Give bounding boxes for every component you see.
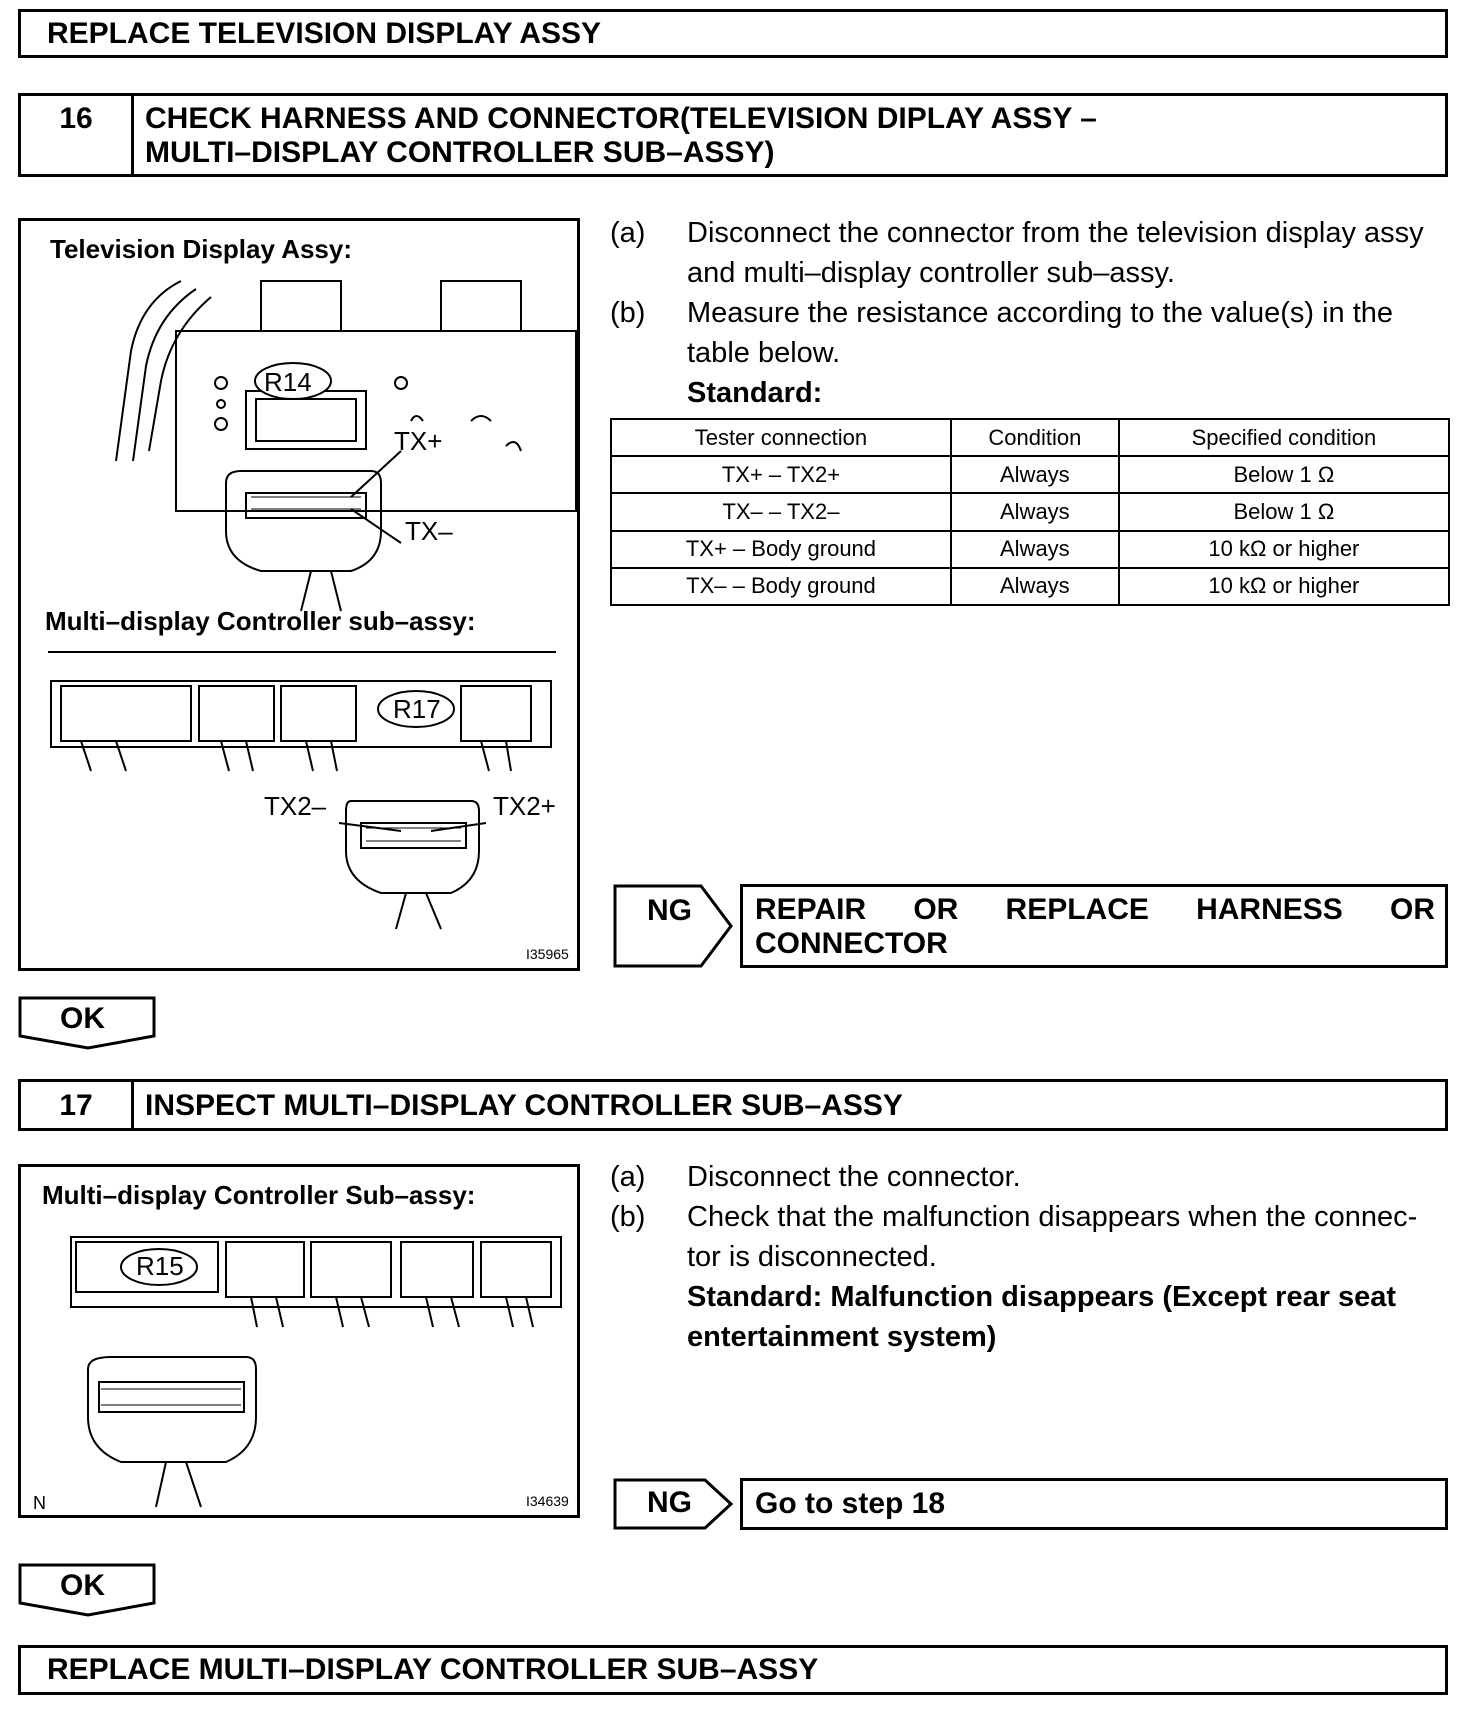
spec-table-header-row: [611, 419, 1449, 456]
step17-b-text: [687, 1197, 1450, 1277]
step16-a-line1: Disconnect the connector from the television display assy: [687, 217, 1424, 249]
tx2p-label: TX2+: [493, 791, 556, 821]
txm-label: TX–: [405, 516, 453, 546]
step16-ng-line2: CONNECTOR: [755, 927, 948, 960]
step16-instructions: [610, 213, 1450, 413]
multi-display-sub-title: Multi–display Controller Sub–assy:: [42, 1180, 476, 1210]
table-cell: Always: [951, 531, 1119, 568]
step16-number: 16: [59, 102, 93, 135]
step16-title-line2: MULTI–DISPLAY CONTROLLER SUB–ASSY): [145, 136, 775, 169]
step16-a: [610, 213, 1450, 293]
step17-divider: [131, 1082, 134, 1128]
bottom-action-text: REPLACE MULTI–DISPLAY CONTROLLER SUB–ASSY: [47, 1653, 819, 1686]
step16-a-line2: and multi–display controller sub–assy.: [687, 257, 1175, 289]
step17-figure: [18, 1164, 580, 1518]
step17-standard: [687, 1277, 1450, 1357]
spec-table: [610, 418, 1450, 606]
step16-a-text: [687, 213, 1450, 293]
step17-a-text: Disconnect the connector.: [687, 1161, 1021, 1193]
step17-standard-line1: Standard: Malfunction disappears (Except rear seat: [687, 1281, 1397, 1313]
step16-a-label: (a): [610, 217, 646, 249]
r15-label: R15: [136, 1251, 184, 1281]
step17-number: 17: [59, 1089, 93, 1122]
step16-ok-arrow: [18, 996, 158, 1050]
spec-table-grid: [610, 418, 1450, 606]
step16-b: [610, 293, 1450, 373]
table-cell: 10 kΩ or higher: [1119, 568, 1449, 605]
step16-divider: [131, 96, 134, 174]
table-row: [611, 568, 1449, 605]
table-row: [611, 456, 1449, 493]
corner-n-label: N: [33, 1493, 46, 1513]
r17-label: R17: [393, 694, 441, 724]
table-cell: Always: [951, 456, 1119, 493]
top-action-text: REPLACE TELEVISION DISPLAY ASSY: [47, 17, 602, 50]
step17-title: INSPECT MULTI–DISPLAY CONTROLLER SUB–ASSY: [145, 1089, 903, 1122]
multi-display-sub-diagram: [21, 1217, 577, 1517]
header-condition: Condition: [951, 419, 1119, 456]
step16-title: [145, 102, 1097, 170]
step17-ng-text: Go to step 18: [755, 1487, 946, 1520]
step16-ng-result: [740, 884, 1448, 968]
step17-header: [18, 1079, 1448, 1131]
table-cell: TX– – TX2–: [611, 493, 951, 530]
table-row: [611, 531, 1449, 568]
step16-b-label: (b): [610, 297, 646, 329]
r14-label: R14: [264, 367, 312, 397]
step16-ng-arrow: [613, 884, 735, 968]
step17-a-label: (a): [610, 1161, 646, 1193]
figure-id-16: I35965: [526, 946, 569, 962]
step16-b-line1: Measure the resistance according to the value(s) in the: [687, 297, 1394, 329]
table-cell: TX+ – TX2+: [611, 456, 951, 493]
tv-display-title: Television Display Assy:: [50, 234, 353, 264]
step16-b-line2: table below.: [687, 337, 841, 369]
figure-id-17: I34639: [526, 1493, 569, 1509]
header-specified-condition: Specified condition: [1119, 419, 1449, 456]
step17-instructions: [610, 1157, 1450, 1357]
header-tester-connection: Tester connection: [611, 419, 951, 456]
step16-b-text: [687, 293, 1450, 373]
table-cell: TX+ – Body ground: [611, 531, 951, 568]
step16-standard-label: Standard:: [687, 377, 823, 409]
tx2m-label: TX2–: [264, 791, 327, 821]
step17-b-label: (b): [610, 1201, 646, 1233]
table-row: [611, 493, 1449, 530]
step16-ok-label: OK: [60, 1002, 105, 1035]
multi-display-title: Multi–display Controller sub–assy:: [45, 606, 476, 636]
step16-ng-label: NG: [647, 894, 692, 927]
step17-b-line2: tor is disconnected.: [687, 1241, 937, 1273]
txp-label: TX+: [394, 426, 443, 456]
step17-a: [610, 1157, 1450, 1197]
figure-divider: [48, 651, 556, 653]
table-cell: Always: [951, 493, 1119, 530]
top-action-bar: [18, 9, 1448, 58]
step16-title-line1: CHECK HARNESS AND CONNECTOR(TELEVISION DIPLAY ASSY –: [145, 102, 1097, 135]
step17-b: [610, 1197, 1450, 1277]
step17-ng-label: NG: [647, 1486, 692, 1519]
table-cell: Always: [951, 568, 1119, 605]
step17-ok-label: OK: [60, 1569, 105, 1602]
step17-ng-result: [740, 1478, 1448, 1530]
table-cell: 10 kΩ or higher: [1119, 531, 1449, 568]
step16-header: [18, 93, 1448, 177]
table-cell: Below 1 Ω: [1119, 456, 1449, 493]
table-cell: TX– – Body ground: [611, 568, 951, 605]
step17-ok-arrow: [18, 1563, 158, 1617]
step17-ng-arrow: [613, 1478, 735, 1530]
step16-figure: [18, 218, 580, 971]
bottom-action-bar: [18, 1645, 1448, 1695]
table-cell: Below 1 Ω: [1119, 493, 1449, 530]
step17-standard-line2: entertainment system): [687, 1321, 997, 1353]
step16-ng-line1: REPAIR OR REPLACE HARNESS OR: [755, 893, 1435, 926]
step17-b-line1: Check that the malfunction disappears when the connec-: [687, 1201, 1418, 1233]
step16-ng-text: [755, 893, 1435, 961]
